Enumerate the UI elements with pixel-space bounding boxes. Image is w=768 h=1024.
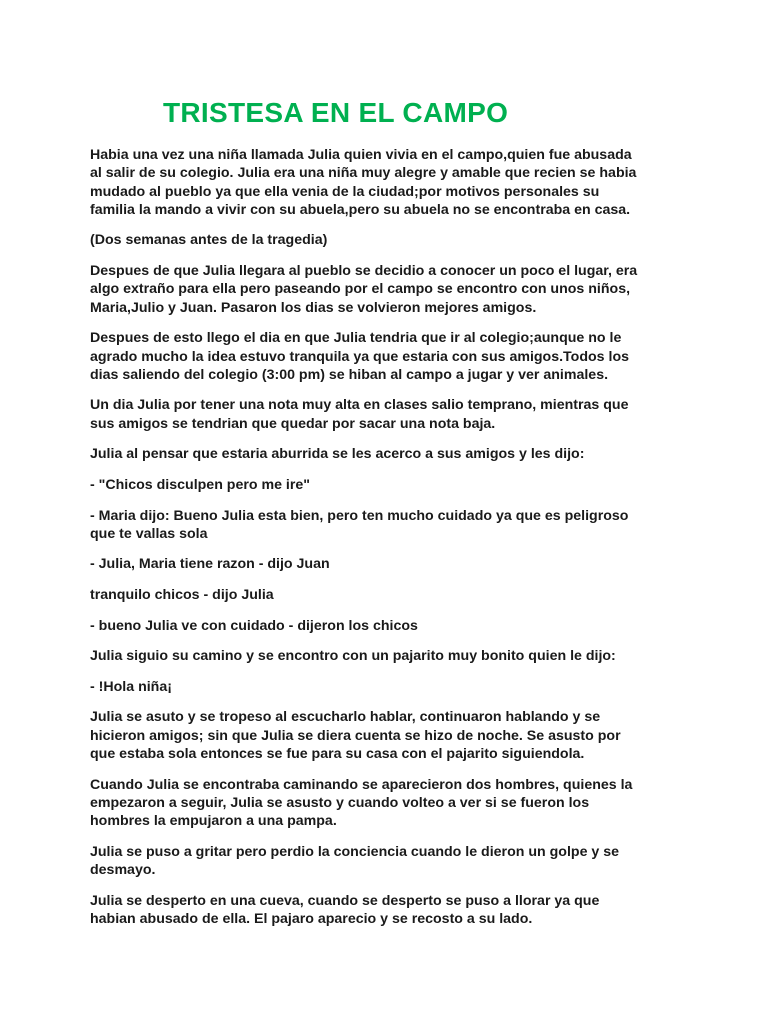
paragraph-line: Julia siguio su camino y se encontro con un pajarito muy bonito quien le dijo: (90, 648, 616, 665)
paragraph-line: - Julia, Maria tiene razon - dijo Juan (90, 556, 330, 573)
paragraph-line: familia la mando a vivir con su abuela,pero su abuela no se encontraba en casa. (90, 201, 631, 218)
story-paragraph (90, 507, 690, 544)
paragraph-line: desmayo. (90, 862, 156, 879)
story-paragraph (90, 231, 690, 249)
story-paragraph (90, 262, 690, 317)
paragraph-line: Maria,Julio y Juan. Pasaron los dias se volvieron mejores amigos. (90, 299, 537, 316)
paragraph-line: - bueno Julia ve con cuidado - dijeron los chicos (90, 617, 418, 634)
story-paragraph (90, 892, 690, 929)
story-paragraph (90, 843, 690, 880)
story-paragraph (90, 617, 690, 635)
paragraph-line: Julia al pensar que estaria aburrida se les acerco a sus amigos y les dijo: (90, 446, 585, 463)
story-paragraph (90, 586, 690, 604)
paragraph-line: Habia una vez una niña llamada Julia quien vivia en el campo,quien fue abusada (90, 147, 632, 163)
paragraph-line: sus amigos se tendrian que quedar por sacar una nota baja. (90, 415, 496, 432)
paragraph-line: habian abusado de ella. El pajaro aparecio y se recosto a su lado. (90, 910, 533, 927)
story-paragraph (90, 678, 690, 696)
story-paragraph (90, 776, 690, 831)
paragraph-line: - !Hola niña¡ (90, 678, 172, 695)
story-body (90, 146, 690, 941)
paragraph-line: al salir de su colegio. Julia era una niña muy alegre y amable que recien se habia (90, 165, 637, 182)
paragraph-line: (Dos semanas antes de la tragedia) (90, 232, 328, 249)
paragraph-line: tranquilo chicos - dijo Julia (90, 587, 274, 604)
document-title: TRISTESA EN EL CAMPO (163, 97, 509, 128)
paragraph-line: - "Chicos disculpen pero me ire" (90, 476, 311, 493)
story-paragraph (90, 445, 690, 463)
story-paragraph (90, 146, 690, 219)
paragraph-line: hicieron amigos; sin que Julia se diera cuenta se hizo de noche. Se asusto por (90, 727, 621, 744)
paragraph-line: que estaba sola entonces se fue para su casa con el pajarito siguiendola. (90, 745, 585, 762)
story-paragraph (90, 555, 690, 573)
paragraph-line: Julia se asuto y se tropeso al escucharlo hablar, continuaron hablando y se (90, 709, 601, 726)
story-paragraph (90, 647, 690, 665)
story-paragraph (90, 708, 690, 763)
paragraph-line: Julia se desperto en una cueva, cuando se desperto se puso a llorar ya que (90, 892, 600, 909)
story-paragraph (90, 476, 690, 494)
story-paragraph (90, 329, 690, 384)
paragraph-line: que te vallas sola (90, 525, 208, 542)
paragraph-line: Un dia Julia por tener una nota muy alta en clases salio temprano, mientras que (90, 397, 629, 414)
paragraph-line: Despues de esto llego el dia en que Julia tendria que ir al colegio;aunque no le (90, 330, 622, 347)
story-paragraph (90, 396, 690, 433)
paragraph-line: empezaron a seguir, Julia se asusto y cuando volteo a ver si se fueron los (90, 794, 590, 811)
paragraph-line: Cuando Julia se encontraba caminando se aparecieron dos hombres, quienes la (90, 776, 633, 793)
paragraph-line: dias saliendo del colegio (3:00 pm) se hiban al campo a jugar y ver animales. (90, 366, 609, 383)
paragraph-line: algo extraño para ella pero paseando por el campo se encontro con unos niños, (90, 281, 631, 298)
paragraph-line: Julia se puso a gritar pero perdio la conciencia cuando le dieron un golpe y se (90, 843, 620, 860)
paragraph-line: mudado al pueblo ya que ella venia de la ciudad;por motivos personales su (90, 183, 600, 200)
paragraph-line: - Maria dijo: Bueno Julia esta bien, pero ten mucho cuidado ya que es peligroso (90, 507, 629, 524)
paragraph-line: hombres la empujaron a una pampa. (90, 813, 337, 830)
paragraph-line: agrado mucho la idea estuvo tranquila ya que estaria con sus amigos.Todos los (90, 348, 629, 365)
paragraph-line: Despues de que Julia llegara al pueblo se decidio a conocer un poco el lugar, era (90, 263, 638, 280)
